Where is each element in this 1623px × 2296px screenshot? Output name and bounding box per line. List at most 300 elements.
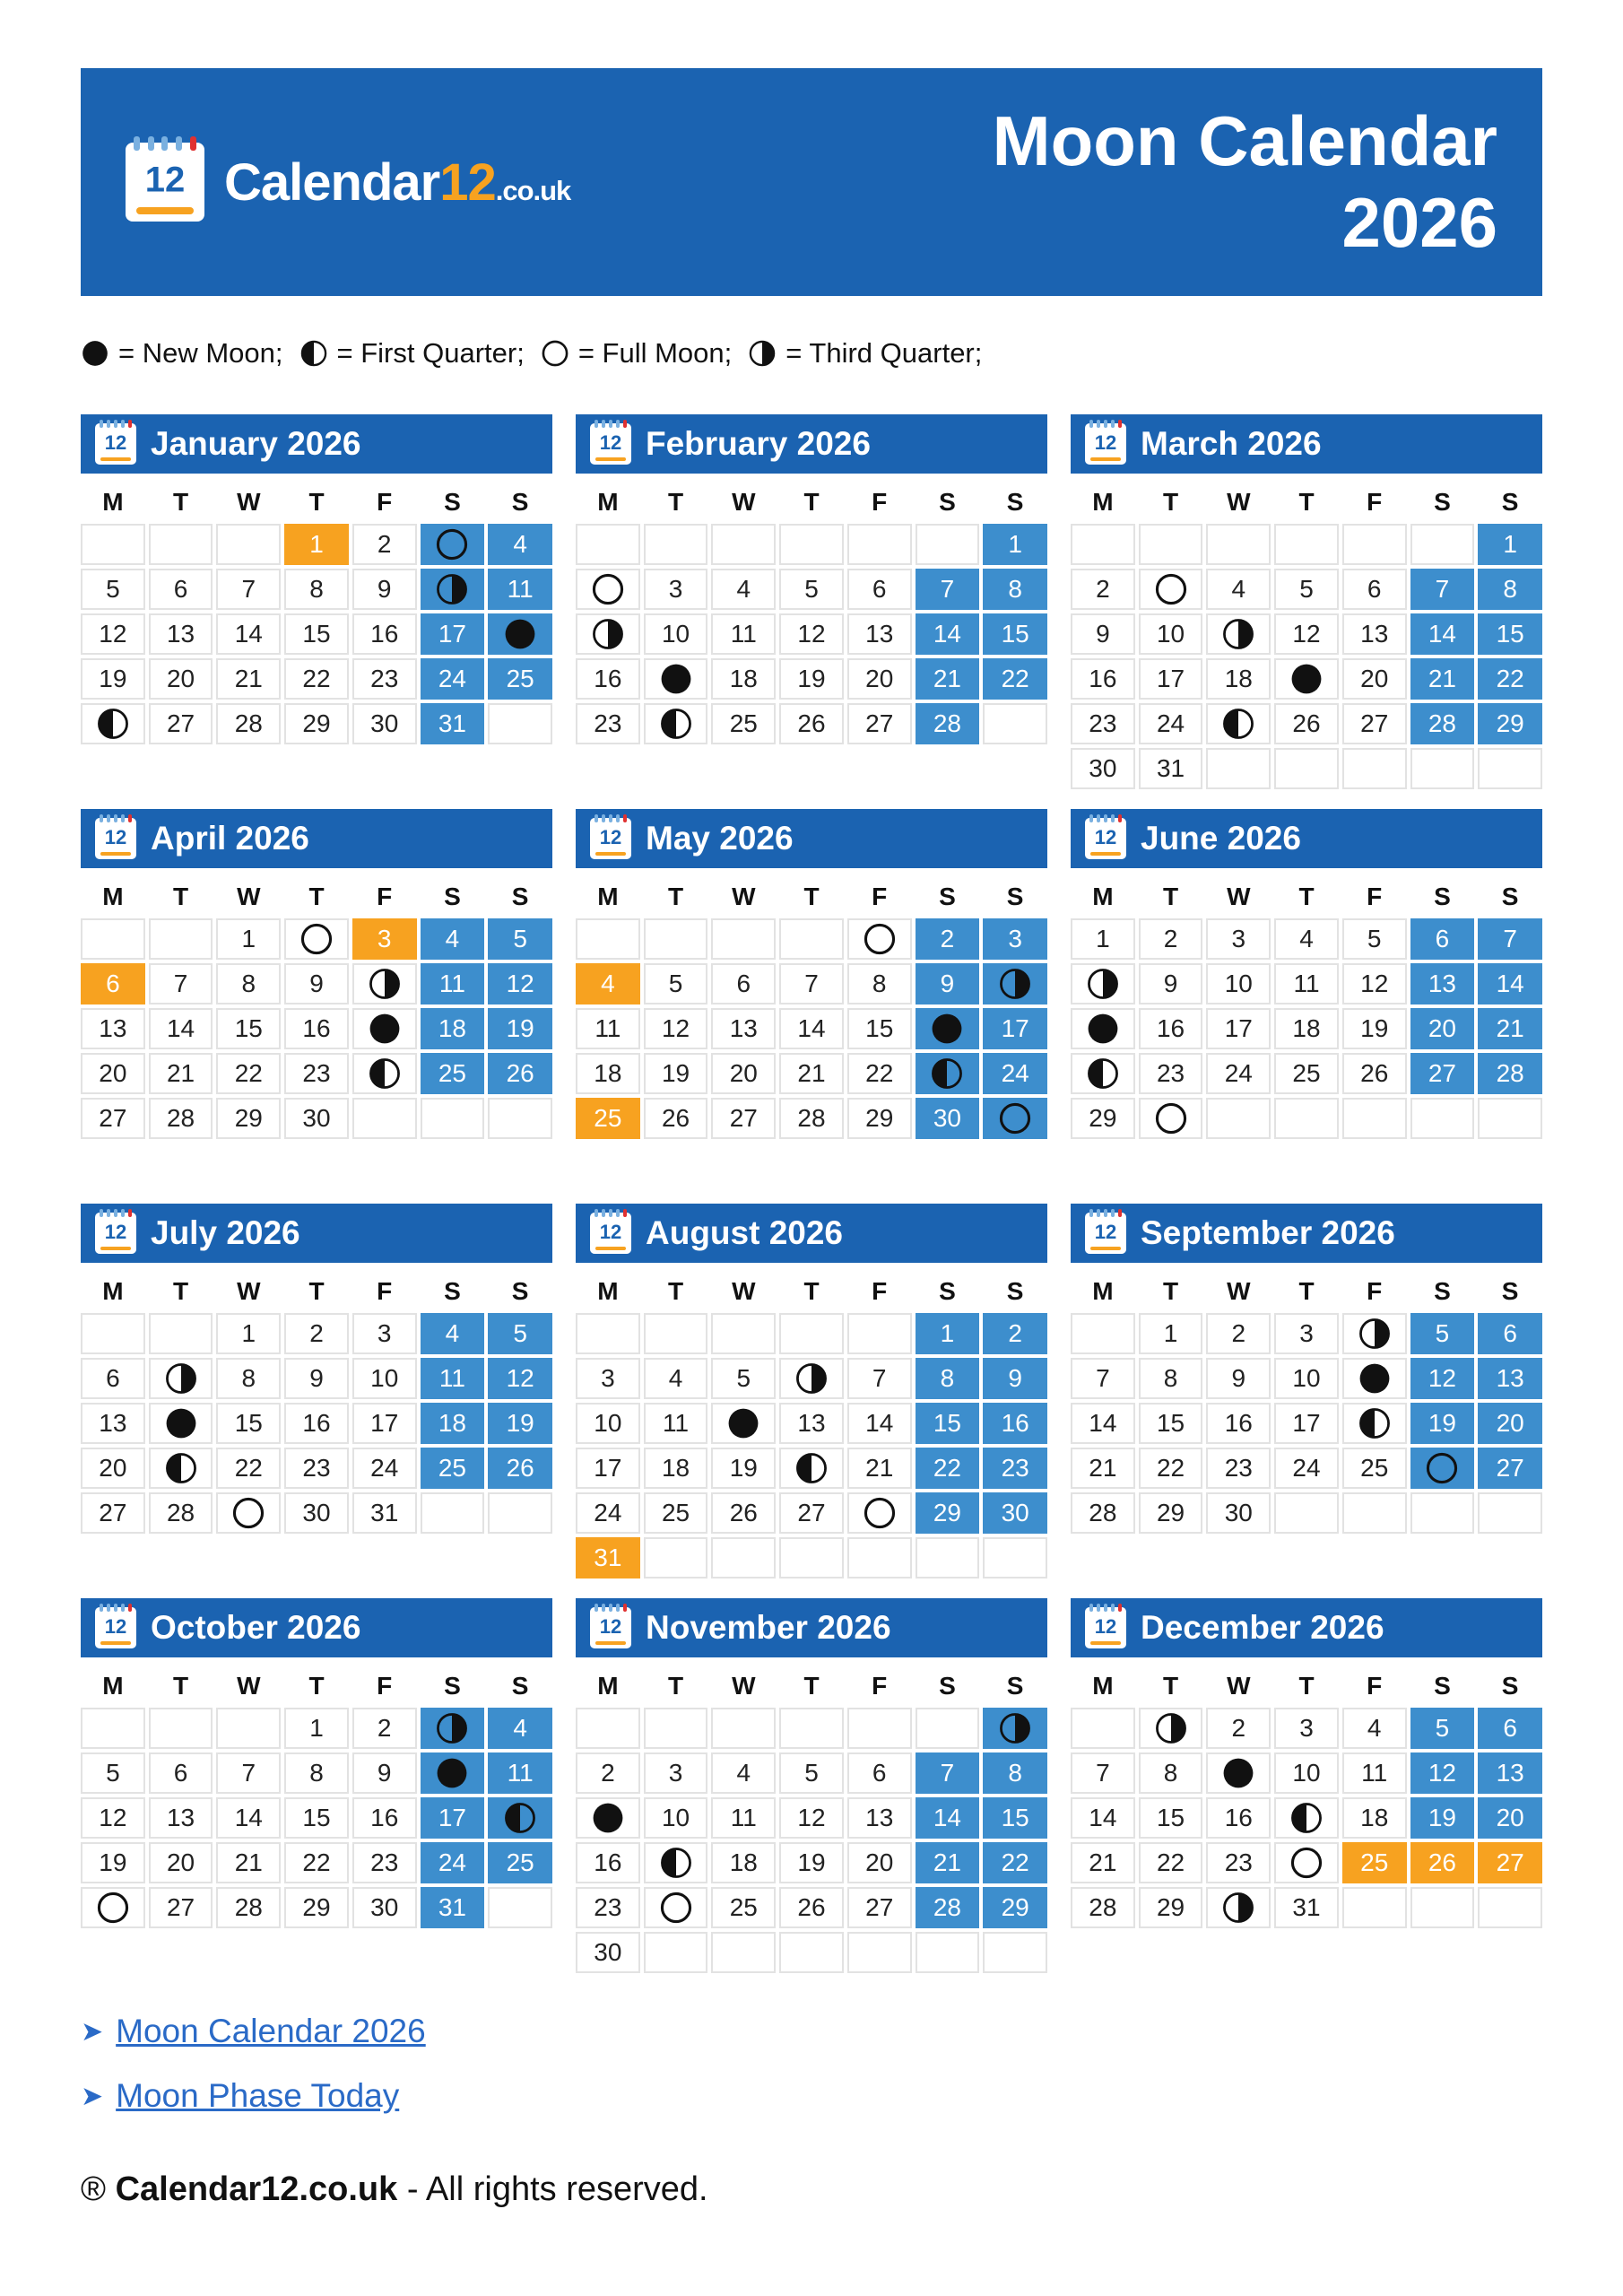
- weekday-label: F: [377, 1277, 393, 1305]
- day-cell-full-moon: [421, 524, 485, 565]
- day-cell: 26: [1342, 1053, 1407, 1094]
- day-cell: 6: [847, 1752, 912, 1794]
- calendar-icon-bar: [595, 1247, 625, 1250]
- day-cell-full-moon: [216, 1492, 281, 1534]
- day-cell: 29: [1139, 1492, 1203, 1534]
- empty-day-cell: [149, 1708, 213, 1749]
- weekday-label: F: [872, 883, 888, 910]
- day-cell: 21: [1410, 658, 1475, 700]
- day-cell: 5: [779, 569, 844, 610]
- day-cell: 20: [1478, 1403, 1542, 1444]
- day-cell: 13: [1478, 1752, 1542, 1794]
- month-calendar-6: [1071, 809, 1542, 1186]
- month-title: August 2026: [646, 1214, 844, 1251]
- site-logo[interactable]: [126, 143, 570, 222]
- legend-item-first-moon: [299, 337, 525, 370]
- month-header: [576, 1598, 1047, 1657]
- day-cell: 27: [779, 1492, 844, 1534]
- arrow-icon: ➤: [81, 2081, 104, 2111]
- day-cell: 23: [1206, 1842, 1271, 1883]
- day-cell-first-quarter: [779, 1448, 844, 1489]
- copyright-notice: ® Calendar12.co.uk - All rights reserved.: [81, 2170, 708, 2208]
- day-cell: 3: [983, 918, 1047, 960]
- day-cell: 24: [421, 1842, 485, 1883]
- first-moon-icon: [930, 1057, 964, 1091]
- day-cell: 29: [1071, 1098, 1135, 1139]
- month-title: July 2026: [151, 1214, 300, 1251]
- day-cell: 31: [421, 1887, 485, 1928]
- weekday-label: M: [1092, 883, 1114, 910]
- day-cell-new-moon: [916, 1008, 980, 1049]
- day-cell: 16: [284, 1008, 349, 1049]
- calendar-icon-bar: [1090, 852, 1120, 856]
- calendar-icon-number: 12: [1094, 1220, 1117, 1243]
- empty-day-cell: [1071, 1708, 1135, 1749]
- full-moon-icon: [1289, 1846, 1324, 1880]
- third-moon-icon: [368, 967, 402, 1001]
- weekday-label: S: [444, 488, 461, 516]
- day-cell: 14: [149, 1008, 213, 1049]
- third-moon-icon: [748, 339, 777, 368]
- weekday-label: T: [173, 488, 189, 516]
- day-cell: 19: [488, 1403, 552, 1444]
- day-cell: 23: [284, 1448, 349, 1489]
- day-cell: 7: [916, 1752, 980, 1794]
- weekday-label: W: [732, 1672, 756, 1700]
- month-title: November 2026: [646, 1609, 891, 1646]
- day-grid: [1071, 1708, 1542, 1928]
- day-cell: 8: [847, 963, 912, 1004]
- weekday-label: M: [597, 883, 619, 910]
- day-cell: 18: [576, 1053, 640, 1094]
- day-cell: 9: [352, 1752, 417, 1794]
- day-cell: 22: [284, 658, 349, 700]
- weekday-label: M: [1092, 1277, 1114, 1305]
- moon-phase-today-link[interactable]: Moon Phase Today: [116, 2077, 400, 2114]
- month-calendar-7: [81, 1204, 552, 1580]
- calendar-icon: [590, 1213, 631, 1254]
- day-cell: 20: [81, 1053, 145, 1094]
- day-cell: 16: [1139, 1008, 1203, 1049]
- calendar-binding-icon: [595, 1209, 628, 1217]
- day-cell: 7: [216, 569, 281, 610]
- day-cell: 19: [1342, 1008, 1407, 1049]
- new-moon-icon: [503, 617, 537, 651]
- new-moon-icon: [1221, 1756, 1255, 1790]
- day-cell: 26: [488, 1053, 552, 1094]
- day-cell: 30: [352, 703, 417, 744]
- day-cell: 18: [421, 1403, 485, 1444]
- day-cell: 11: [1274, 963, 1339, 1004]
- day-cell: 27: [149, 703, 213, 744]
- day-cell: 13: [1342, 613, 1407, 655]
- empty-day-cell: [644, 1932, 708, 1973]
- page-title: Moon Calendar 2026: [992, 100, 1497, 262]
- day-grid: [1071, 1313, 1542, 1534]
- moon-calendar-2026-link[interactable]: Moon Calendar 2026: [116, 2013, 426, 2049]
- day-cell: 28: [216, 1887, 281, 1928]
- day-cell-first-quarter: [1274, 1797, 1339, 1839]
- calendar-icon-bar: [595, 457, 625, 461]
- calendar-icon: [1085, 818, 1126, 859]
- day-cell: 6: [1478, 1708, 1542, 1749]
- day-cell-full-moon: [847, 1492, 912, 1534]
- day-cell: 26: [779, 703, 844, 744]
- day-cell: 15: [284, 613, 349, 655]
- day-cell: 12: [488, 963, 552, 1004]
- first-moon-icon: [1086, 1057, 1120, 1091]
- day-cell: 13: [711, 1008, 776, 1049]
- day-cell: 29: [284, 1887, 349, 1928]
- day-cell-third-quarter: [983, 1708, 1047, 1749]
- day-cell: 29: [216, 1098, 281, 1139]
- month-header: [576, 414, 1047, 474]
- empty-day-cell: [421, 1492, 485, 1534]
- empty-day-cell: [644, 918, 708, 960]
- day-cell: 31: [1274, 1887, 1339, 1928]
- month-header: [576, 809, 1047, 868]
- day-cell: 28: [1071, 1492, 1135, 1534]
- calendar-icon-bar: [100, 852, 130, 856]
- empty-day-cell: [1410, 1098, 1475, 1139]
- empty-day-cell: [644, 1537, 708, 1578]
- weekday-label: T: [668, 1277, 684, 1305]
- calendar-icon-bar: [595, 852, 625, 856]
- empty-day-cell: [779, 1708, 844, 1749]
- day-cell: 23: [284, 1053, 349, 1094]
- day-cell: 29: [1478, 703, 1542, 744]
- day-cell: 14: [216, 613, 281, 655]
- calendar-icon: [590, 423, 631, 465]
- empty-day-cell: [488, 1098, 552, 1139]
- legend-label: = Full Moon;: [577, 337, 733, 369]
- day-cell: 24: [576, 1492, 640, 1534]
- day-cell: 1: [216, 1313, 281, 1354]
- weekday-label: S: [444, 883, 461, 910]
- full-moon-icon: [299, 922, 334, 956]
- day-cell: 17: [352, 1403, 417, 1444]
- day-cell-full-moon: [983, 1098, 1047, 1139]
- weekday-header-row: [1071, 1672, 1542, 1700]
- day-cell: 11: [488, 1752, 552, 1794]
- day-cell: 5: [779, 1752, 844, 1794]
- day-cell: 14: [916, 613, 980, 655]
- day-cell: 1: [916, 1313, 980, 1354]
- day-cell: 27: [1342, 703, 1407, 744]
- full-moon-icon: [863, 1496, 897, 1530]
- weekday-label: S: [511, 1277, 529, 1305]
- calendar-icon-number: 12: [599, 1220, 622, 1243]
- day-cell: 12: [488, 1358, 552, 1399]
- weekday-header-row: [1071, 1277, 1542, 1306]
- calendar-binding-icon: [1089, 1209, 1123, 1217]
- calendar-icon-number: 12: [104, 825, 127, 848]
- day-cell: 8: [284, 569, 349, 610]
- empty-day-cell: [983, 1537, 1047, 1578]
- day-cell: 27: [847, 703, 912, 744]
- weekday-header-row: [576, 488, 1047, 517]
- day-cell: 9: [916, 963, 980, 1004]
- day-cell: 13: [149, 613, 213, 655]
- full-moon-icon: [1154, 1101, 1188, 1135]
- day-cell: 18: [644, 1448, 708, 1489]
- day-cell-new-moon: [1342, 1358, 1407, 1399]
- weekday-label: S: [939, 1277, 956, 1305]
- day-cell: 2: [1206, 1313, 1271, 1354]
- calendar-binding-icon: [1089, 814, 1123, 822]
- day-cell: 2: [352, 524, 417, 565]
- calendar-icon-bar: [1090, 457, 1120, 461]
- weekday-label: M: [597, 1672, 619, 1700]
- day-cell-first-quarter: [644, 1842, 708, 1883]
- weekday-label: T: [173, 1672, 189, 1700]
- third-moon-icon: [591, 617, 625, 651]
- calendar-icon: [95, 423, 136, 465]
- day-cell-full-moon: [284, 918, 349, 960]
- day-cell: 10: [1139, 613, 1203, 655]
- month-header: [81, 414, 552, 474]
- third-moon-icon: [1086, 967, 1120, 1001]
- calendar-icon-number: 12: [599, 1614, 622, 1638]
- empty-day-cell: [1071, 1313, 1135, 1354]
- day-cell: 5: [488, 918, 552, 960]
- day-cell: 21: [916, 1842, 980, 1883]
- weekday-label: T: [173, 883, 189, 910]
- day-cell-first-quarter: [1206, 703, 1271, 744]
- day-cell: 27: [1478, 1448, 1542, 1489]
- calendar-icon-number: 12: [104, 1614, 127, 1638]
- weekday-label: T: [308, 883, 325, 910]
- weekday-label: T: [803, 488, 820, 516]
- first-moon-icon: [794, 1451, 829, 1485]
- day-cell: 23: [576, 703, 640, 744]
- new-moon-icon: [164, 1406, 198, 1440]
- full-moon-icon: [998, 1101, 1032, 1135]
- day-cell: 7: [1071, 1358, 1135, 1399]
- day-cell: 8: [284, 1752, 349, 1794]
- day-cell: 9: [284, 963, 349, 1004]
- day-cell: 18: [1206, 658, 1271, 700]
- day-cell: 21: [916, 658, 980, 700]
- day-cell-third-quarter: [149, 1358, 213, 1399]
- day-grid: [81, 524, 552, 744]
- weekday-label: S: [511, 883, 529, 910]
- day-cell: 9: [1206, 1358, 1271, 1399]
- calendar-icon: [1085, 423, 1126, 465]
- empty-day-cell: [711, 1313, 776, 1354]
- weekday-label: W: [1227, 488, 1251, 516]
- day-grid: [81, 1313, 552, 1534]
- day-cell: 2: [284, 1313, 349, 1354]
- day-cell: 6: [711, 963, 776, 1004]
- day-cell: 7: [916, 569, 980, 610]
- weekday-label: T: [1163, 1277, 1179, 1305]
- day-cell: 21: [216, 1842, 281, 1883]
- empty-day-cell: [1478, 1492, 1542, 1534]
- logo-text: Calendar12.co.uk: [224, 152, 571, 212]
- day-cell: 30: [983, 1492, 1047, 1534]
- legend-label: = First Quarter;: [336, 337, 525, 369]
- weekday-label: W: [1227, 1277, 1251, 1305]
- month-title: January 2026: [151, 425, 361, 462]
- empty-day-cell: [1410, 748, 1475, 789]
- day-cell: 7: [216, 1752, 281, 1794]
- weekday-label: W: [237, 1277, 261, 1305]
- weekday-label: F: [1367, 1672, 1383, 1700]
- calendar-icon-number: 12: [104, 430, 127, 454]
- day-cell: 14: [916, 1797, 980, 1839]
- empty-day-cell: [847, 1313, 912, 1354]
- day-cell-first-quarter: [488, 1797, 552, 1839]
- day-cell: 4: [644, 1358, 708, 1399]
- weekday-label: T: [803, 883, 820, 910]
- day-cell: 9: [1071, 613, 1135, 655]
- calendar-binding-icon: [595, 420, 628, 428]
- day-cell: 30: [352, 1887, 417, 1928]
- day-cell: 28: [216, 703, 281, 744]
- day-cell: 10: [644, 613, 708, 655]
- weekday-label: M: [1092, 1672, 1114, 1700]
- third-moon-icon: [1358, 1317, 1392, 1351]
- weekday-label: F: [1367, 1277, 1383, 1305]
- weekday-label: S: [1006, 1277, 1024, 1305]
- calendar-binding-icon: [100, 814, 133, 822]
- day-cell: 9: [983, 1358, 1047, 1399]
- day-cell: 12: [81, 613, 145, 655]
- weekday-label: S: [1501, 1672, 1519, 1700]
- day-cell: 10: [1206, 963, 1271, 1004]
- empty-day-cell: [644, 1313, 708, 1354]
- day-cell: 2: [1071, 569, 1135, 610]
- empty-day-cell: [847, 1932, 912, 1973]
- third-moon-icon: [1154, 1711, 1188, 1745]
- day-cell: 26: [644, 1098, 708, 1139]
- empty-day-cell: [983, 703, 1047, 744]
- empty-day-cell: [916, 1708, 980, 1749]
- day-cell: 16: [1206, 1403, 1271, 1444]
- day-cell: 29: [847, 1098, 912, 1139]
- day-cell-new-moon: [352, 1008, 417, 1049]
- weekday-label: T: [1163, 1672, 1179, 1700]
- day-cell: 21: [847, 1448, 912, 1489]
- calendar-icon-bar: [136, 207, 193, 214]
- day-cell: 19: [711, 1448, 776, 1489]
- month-calendar-1: [81, 414, 552, 791]
- day-cell: 1: [216, 918, 281, 960]
- weekday-label: W: [237, 488, 261, 516]
- day-cell: 13: [847, 613, 912, 655]
- weekday-header-row: [81, 488, 552, 517]
- legend-item-third-moon: [748, 337, 982, 370]
- day-cell: 16: [576, 658, 640, 700]
- day-cell: 28: [916, 703, 980, 744]
- day-cell: 3: [576, 1358, 640, 1399]
- month-header: [81, 1204, 552, 1263]
- empty-day-cell: [1478, 748, 1542, 789]
- calendar-icon-number: 12: [104, 1220, 127, 1243]
- full-moon-icon: [659, 1891, 693, 1925]
- day-cell: 15: [1139, 1797, 1203, 1839]
- day-cell: 24: [421, 658, 485, 700]
- first-moon-icon: [1289, 1801, 1324, 1835]
- day-cell: 30: [916, 1098, 980, 1139]
- month-title: June 2026: [1141, 820, 1301, 857]
- day-cell-third-quarter: [352, 963, 417, 1004]
- month-header: [1071, 414, 1542, 474]
- day-cell: 20: [149, 658, 213, 700]
- day-cell: 24: [1206, 1053, 1271, 1094]
- empty-day-cell: [488, 1492, 552, 1534]
- day-cell-third-quarter: [421, 569, 485, 610]
- calendar-binding-icon: [1089, 420, 1123, 428]
- day-cell: 15: [216, 1008, 281, 1049]
- empty-day-cell: [916, 524, 980, 565]
- weekday-label: F: [377, 488, 393, 516]
- day-cell-first-quarter: [352, 1053, 417, 1094]
- day-cell: 23: [983, 1448, 1047, 1489]
- day-cell: 12: [1410, 1752, 1475, 1794]
- month-header: [576, 1204, 1047, 1263]
- weekday-label: M: [102, 488, 124, 516]
- day-cell-new-moon: [149, 1403, 213, 1444]
- weekday-label: W: [732, 488, 756, 516]
- day-cell: 3: [644, 1752, 708, 1794]
- day-cell: 28: [916, 1887, 980, 1928]
- day-cell-first-quarter: [644, 703, 708, 744]
- month-calendar-9: [1071, 1204, 1542, 1580]
- day-cell: 20: [711, 1053, 776, 1094]
- calendar-icon: [95, 1607, 136, 1648]
- weekday-label: M: [597, 1277, 619, 1305]
- month-title: October 2026: [151, 1609, 361, 1646]
- empty-day-cell: [779, 1313, 844, 1354]
- calendar-icon-number: 12: [144, 160, 186, 200]
- empty-day-cell: [1478, 1098, 1542, 1139]
- day-cell: 12: [1274, 613, 1339, 655]
- day-cell: 12: [779, 613, 844, 655]
- calendar-binding-icon: [100, 420, 133, 428]
- day-cell: 6: [149, 569, 213, 610]
- day-cell: 14: [1410, 613, 1475, 655]
- calendar-icon-bar: [1090, 1641, 1120, 1645]
- day-cell: 29: [916, 1492, 980, 1534]
- day-cell: 18: [711, 1842, 776, 1883]
- day-cell-full-moon: [1410, 1448, 1475, 1489]
- weekday-label: T: [1298, 1672, 1315, 1700]
- first-moon-icon: [164, 1451, 198, 1485]
- day-cell: 24: [352, 1448, 417, 1489]
- day-cell: 25: [644, 1492, 708, 1534]
- day-cell: 30: [1071, 748, 1135, 789]
- day-cell-first-quarter: [916, 1053, 980, 1094]
- month-calendar-3: [1071, 414, 1542, 791]
- day-cell: 8: [216, 1358, 281, 1399]
- day-cell: 15: [983, 613, 1047, 655]
- day-cell: 1: [1071, 918, 1135, 960]
- day-cell: 13: [779, 1403, 844, 1444]
- empty-day-cell: [1342, 748, 1407, 789]
- legend-label: = New Moon;: [118, 337, 283, 369]
- day-cell: 17: [983, 1008, 1047, 1049]
- day-cell: 19: [1410, 1797, 1475, 1839]
- empty-day-cell: [149, 1313, 213, 1354]
- calendar-icon: [590, 1607, 631, 1648]
- empty-day-cell: [149, 918, 213, 960]
- day-cell: 1: [1478, 524, 1542, 565]
- empty-day-cell: [576, 524, 640, 565]
- day-cell: 22: [983, 658, 1047, 700]
- weekday-label: F: [872, 1277, 888, 1305]
